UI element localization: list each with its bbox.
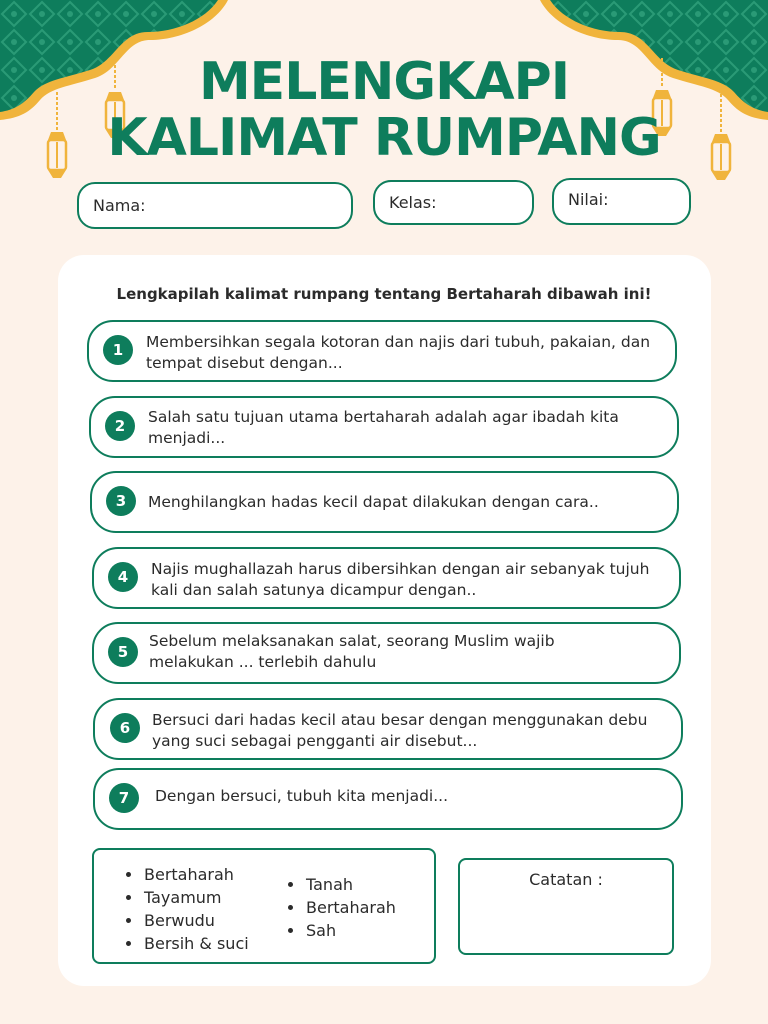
page-title-line-1: MELENGKAPI — [198, 52, 570, 112]
question-number: 2 — [105, 411, 135, 441]
question-text: Membersihkan segala kotoran dan najis dari tubuh, pakaian, dan tempat disebut dengan... — [146, 333, 651, 372]
nilai-label: Nilai: — [568, 190, 609, 209]
question-text: Najis mughallazah harus dibersihkan dengan air sebanyak tujuh kali dan salah satunya dicampur dengan.. — [151, 560, 650, 599]
question-number: 6 — [110, 713, 140, 743]
question-text: Sebelum melaksanakan salat, seorang Muslim wajib melakukan ... terlebih dahulu — [149, 632, 555, 671]
catatan-label: Catatan : — [529, 870, 603, 889]
answer-list-left — [122, 863, 249, 955]
answer-bank — [92, 848, 436, 964]
kelas-field[interactable] — [373, 180, 534, 225]
question-number: 4 — [108, 562, 138, 592]
page-title-line-2: KALIMAT RUMPANG — [107, 108, 661, 168]
answer-option: Tayamum — [122, 886, 249, 909]
question-text: Salah satu tujuan utama bertaharah adalah agar ibadah kita menjadi... — [148, 408, 619, 447]
kelas-label: Kelas: — [389, 193, 437, 212]
answer-option: Berwudu — [122, 909, 249, 932]
answer-option: Bertaharah — [284, 896, 396, 919]
answer-list-right — [284, 873, 396, 942]
instruction-text: Lengkapilah kalimat rumpang tentang Bertaharah dibawah ini! — [116, 285, 652, 303]
nama-label: Nama: — [93, 196, 146, 215]
nama-field[interactable] — [77, 182, 353, 229]
question-number: 3 — [106, 486, 136, 516]
catatan-box[interactable] — [458, 858, 674, 955]
question-text: Bersuci dari hadas kecil atau besar dengan menggunakan debu yang suci sebagai pengganti air disebut... — [152, 711, 648, 750]
answer-option: Sah — [284, 919, 396, 942]
answer-option: Tanah — [284, 873, 396, 896]
question-number: 1 — [103, 335, 133, 365]
nilai-field[interactable] — [552, 178, 691, 225]
question-number: 5 — [108, 637, 138, 667]
question-text: Menghilangkan hadas kecil dapat dilakukan dengan cara.. — [148, 493, 599, 511]
question-text: Dengan bersuci, tubuh kita menjadi... — [155, 787, 449, 805]
answer-option: Bersih & suci — [122, 932, 249, 955]
question-number: 7 — [109, 783, 139, 813]
answer-option: Bertaharah — [122, 863, 249, 886]
